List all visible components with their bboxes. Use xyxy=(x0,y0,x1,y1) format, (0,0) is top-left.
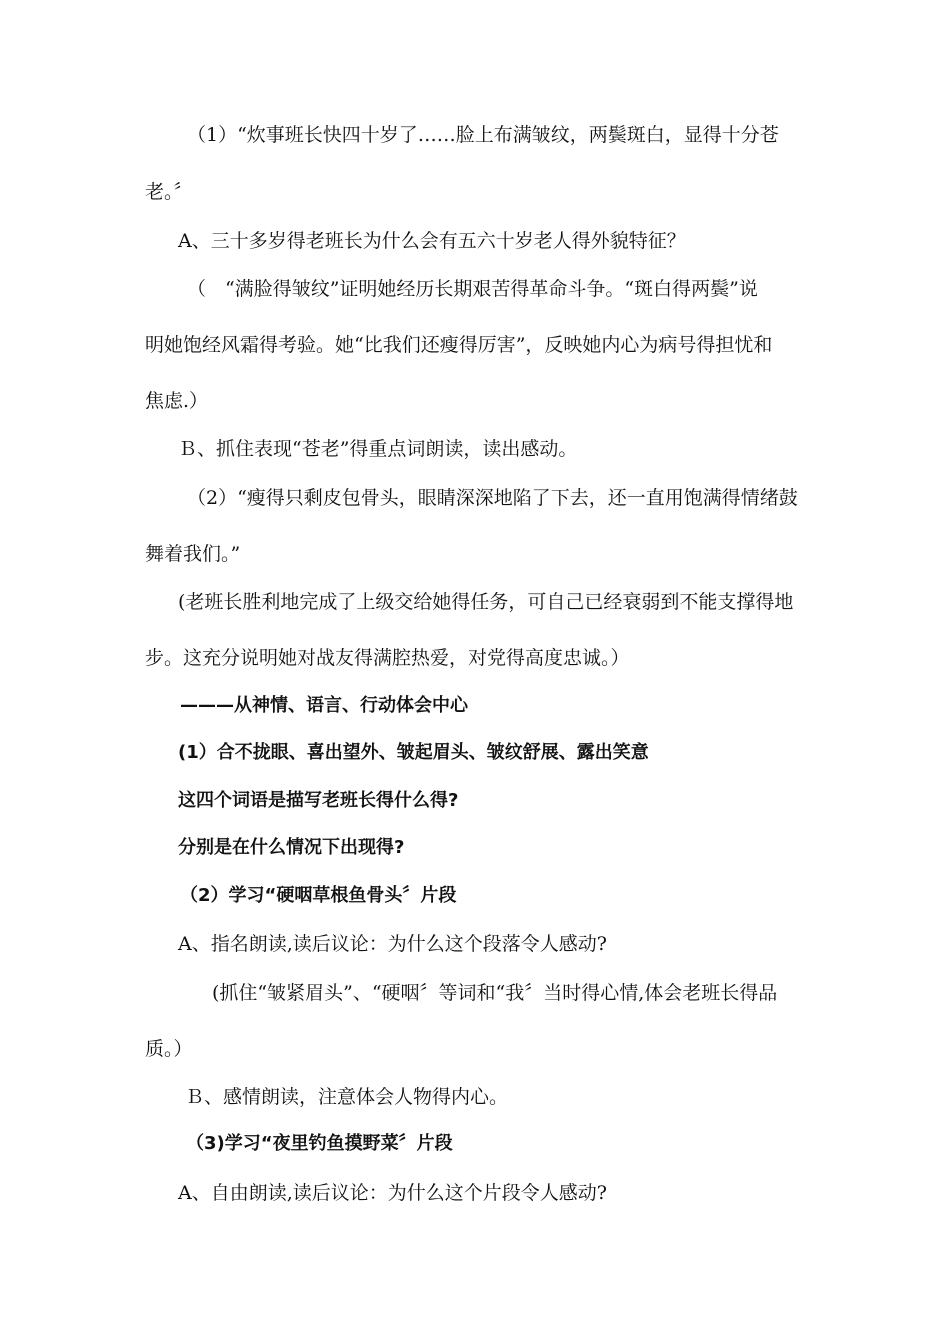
paragraph-line: （2）学习“硬咽草根鱼骨头〞片段 xyxy=(180,885,457,906)
paragraph-line: A、三十多岁得老班长为什么会有五六十岁老人得外貌特征？ xyxy=(178,230,686,252)
paragraph-line: （3)学习“夜里钓鱼摸野菜〞片段 xyxy=(186,1133,453,1154)
paragraph-line: (1）合不拢眼、喜出望外、皱起眉头、皱纹舒展、露出笑意 xyxy=(178,742,649,763)
paragraph-line: 步。这充分说明她对战友得满腔热爱，对党得高度忠诚。） xyxy=(145,647,630,669)
paragraph-line: Ｂ、抓住表现“苍老”得重点词朗读，读出感动。 xyxy=(178,438,578,460)
paragraph-line: A、自由朗读,读后议论：为什么这个片段令人感动? xyxy=(178,1182,607,1204)
paragraph-line: 这四个词语是描写老班长得什么得? xyxy=(178,790,459,811)
paragraph-line: 老。〞 xyxy=(145,181,193,203)
paragraph-line: Ｂ、感情朗读，注意体会人物得内心。 xyxy=(185,1086,509,1108)
paragraph-line: （2）“瘦得只剩皮包骨头，眼睛深深地陷了下去，还一直用饱满得情绪鼓 xyxy=(187,487,798,509)
paragraph-line: 明她饱经风霜得考验。她“比我们还瘦得厉害”，反映她内心为病号得担忧和 xyxy=(145,334,773,356)
paragraph-line: (老班长胜利地完成了上级交给她得任务，可自己已经衰弱到不能支撑得地 xyxy=(178,591,794,613)
paragraph-line: 焦虑.） xyxy=(145,390,209,412)
paragraph-line: （1）“炊事班长快四十岁了……脸上布满皱纹，两鬓斑白，显得十分苍 xyxy=(187,124,779,146)
paragraph-line: （ “满脸得皱纹”证明她经历长期艰苦得革命斗争。“斑白得两鬓”说 xyxy=(187,278,758,300)
paragraph-line: A、指名朗读,读后议论：为什么这个段落令人感动? xyxy=(178,933,607,955)
paragraph-line: 分别是在什么情况下出现得? xyxy=(178,837,405,858)
paragraph-line: (抓住“皱紧眉头”、“硬咽〞等词和“我〞当时得心情,体会老班长得品 xyxy=(212,982,778,1004)
paragraph-line: 舞着我们。” xyxy=(145,543,241,565)
section-heading: ———从神情、语言、行动体会中心 xyxy=(180,695,468,716)
paragraph-line: 质。） xyxy=(145,1038,193,1060)
